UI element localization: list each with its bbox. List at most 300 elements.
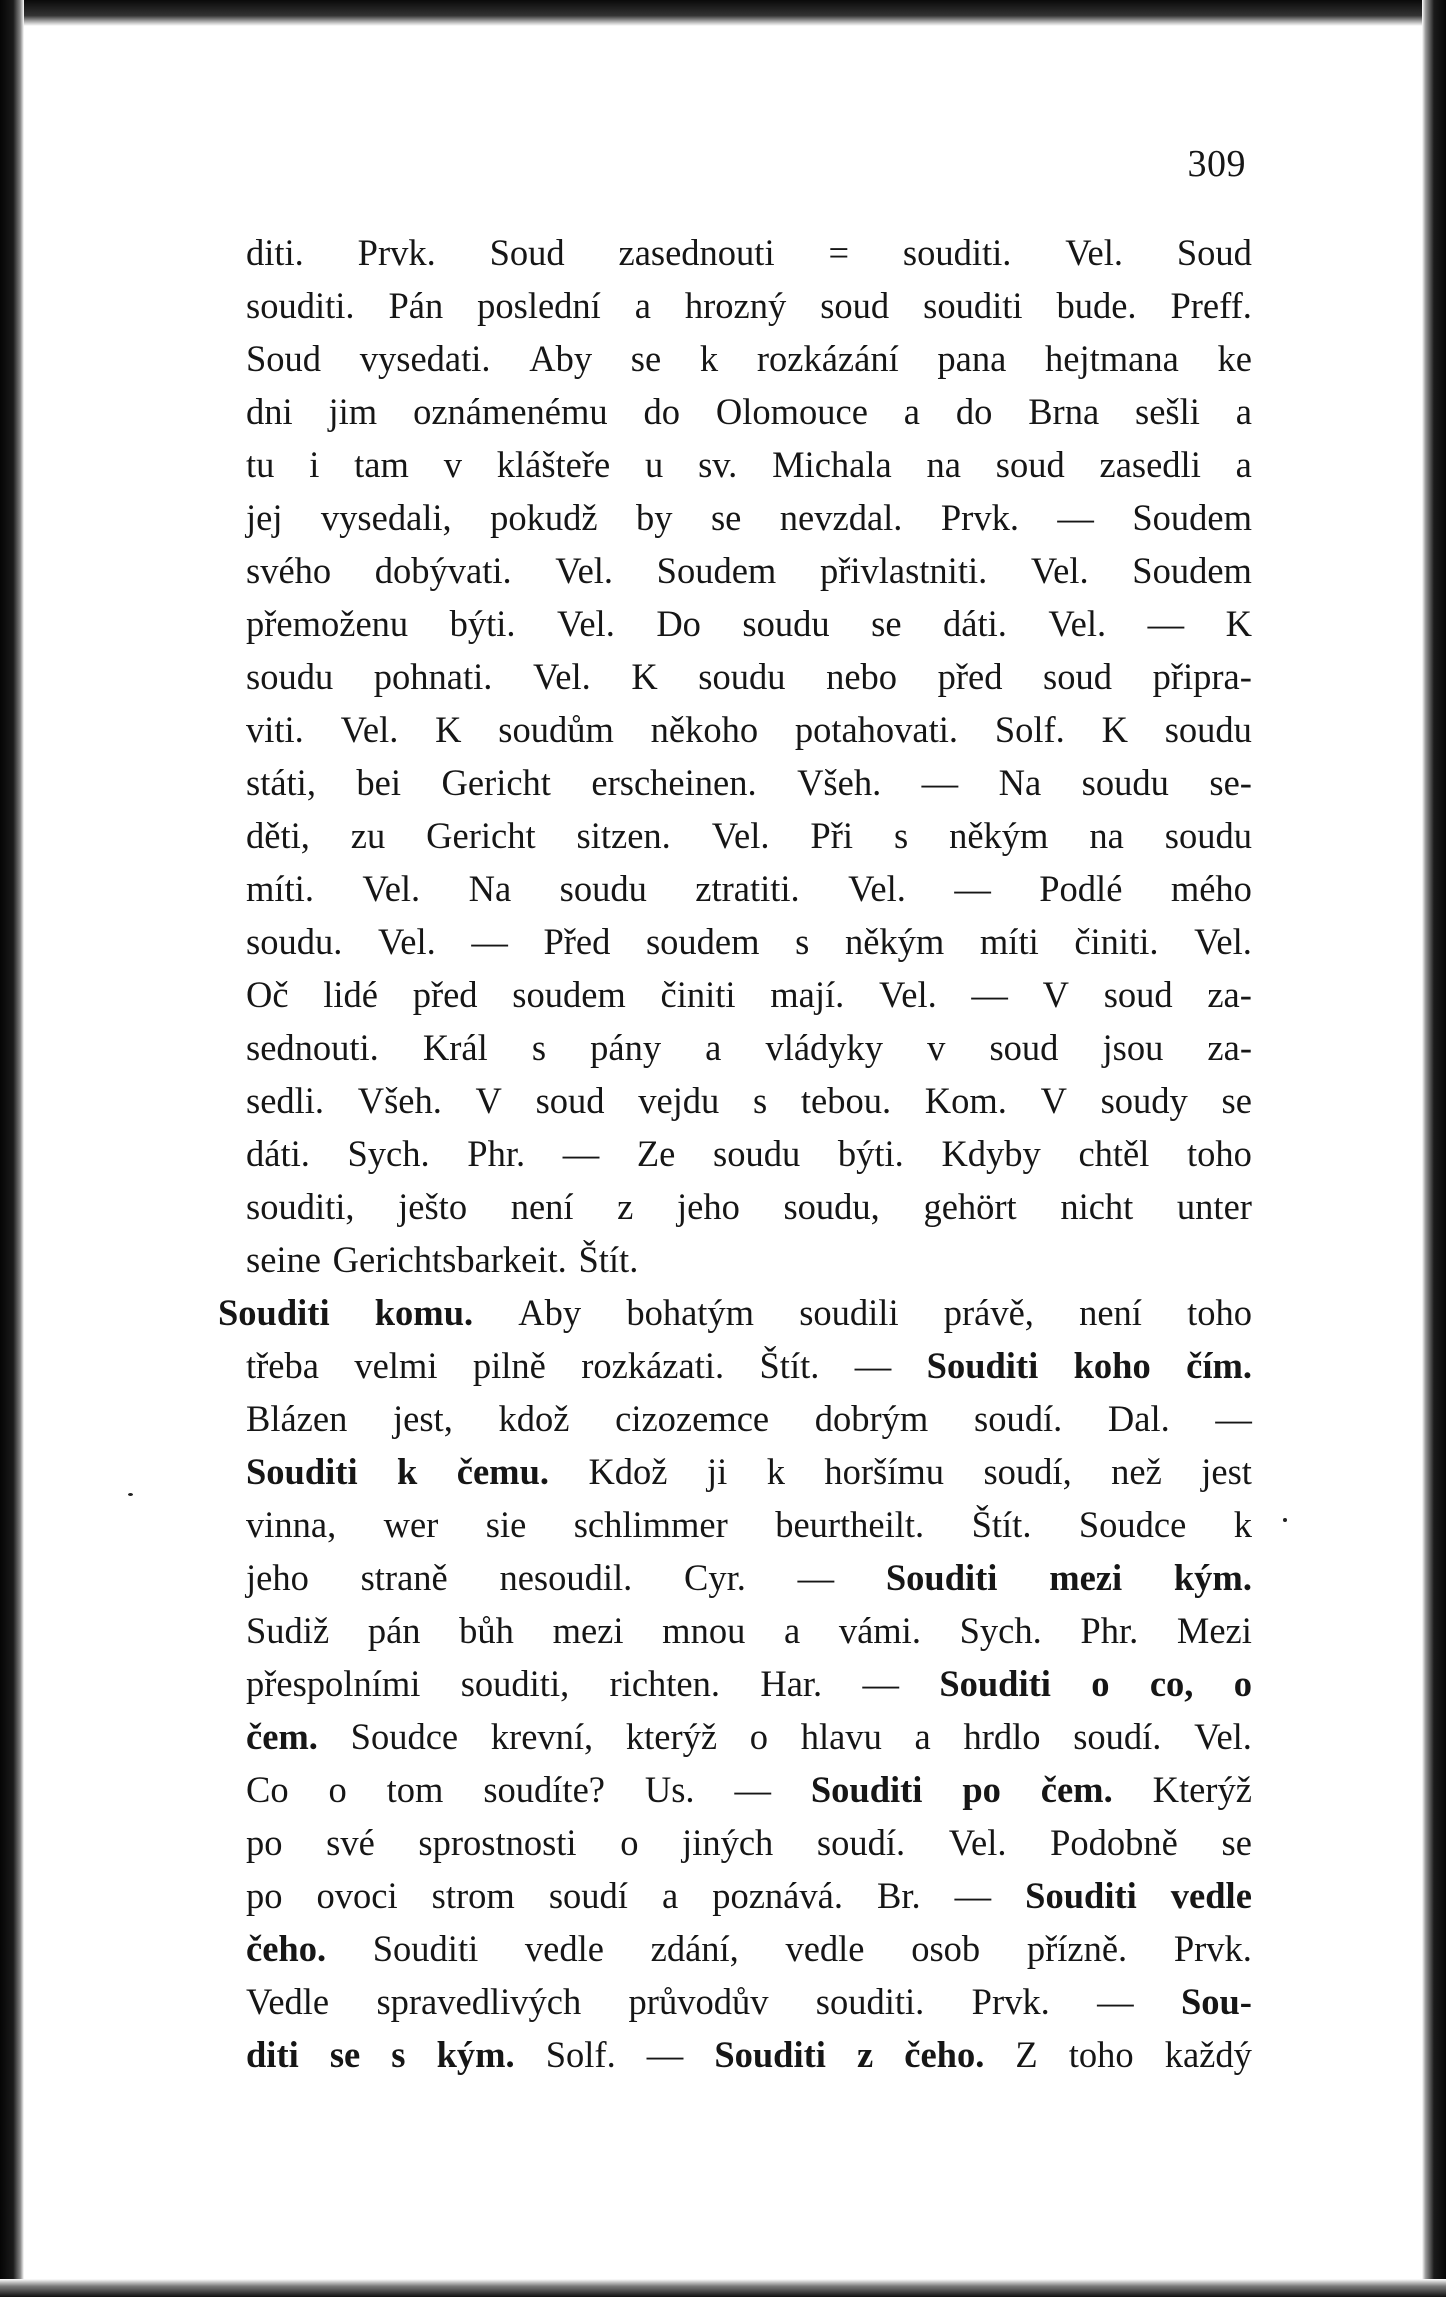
word: a	[903, 391, 920, 432]
word: soudu,	[783, 1186, 880, 1227]
word: soudem	[645, 921, 760, 962]
text-line	[246, 438, 1252, 491]
headword: Souditi	[939, 1663, 1051, 1704]
word: jsou	[1102, 1027, 1164, 1068]
word: Pán	[388, 285, 444, 326]
word: než	[1111, 1451, 1162, 1492]
headword: Souditi	[246, 1451, 358, 1492]
word: ovoci	[316, 1875, 398, 1916]
word: na	[1089, 815, 1124, 856]
headword: k	[397, 1451, 418, 1492]
word: —	[734, 1769, 771, 1810]
word: straně	[360, 1557, 448, 1598]
word: —	[646, 2034, 684, 2075]
word: soudí.	[974, 1398, 1063, 1439]
word: státi,	[246, 762, 316, 803]
word: V	[1040, 1080, 1067, 1121]
word: připra-	[1152, 656, 1252, 697]
word: Všeh.	[797, 762, 882, 803]
word: sešli	[1135, 391, 1200, 432]
word: i	[309, 444, 320, 485]
word: Sudiž	[246, 1610, 330, 1651]
word: Oč	[246, 974, 289, 1015]
word: s	[752, 1080, 768, 1121]
word: Vel.	[532, 656, 591, 697]
headword: kým.	[436, 2034, 515, 2075]
word: hrozný	[684, 285, 787, 326]
word: Štít.	[971, 1504, 1032, 1545]
word: —	[1057, 497, 1094, 538]
word: Soudem	[1132, 497, 1252, 538]
word: a	[1235, 391, 1252, 432]
word: třeba	[246, 1345, 319, 1386]
word: sprostnosti	[418, 1822, 577, 1863]
word: Soud	[1176, 232, 1252, 273]
headword: Sou-	[1180, 1981, 1252, 2022]
word: Vel.	[555, 550, 614, 591]
word: dni	[246, 391, 293, 432]
word: se	[871, 603, 902, 644]
word: a	[661, 1875, 679, 1916]
word: s	[893, 815, 909, 856]
word: vinna,	[246, 1504, 337, 1545]
word: oznámenému	[413, 391, 608, 432]
headword: diti	[246, 2034, 299, 2075]
word: nesoudil.	[499, 1557, 633, 1598]
word: Prvk.	[971, 1981, 1050, 2022]
word: Vedle	[246, 1981, 330, 2022]
headword: koho	[1073, 1345, 1151, 1386]
word: Na	[998, 762, 1042, 803]
word: Vel.	[557, 603, 615, 644]
word: Aby	[529, 338, 593, 379]
word: Ze	[636, 1133, 676, 1174]
word: někoho	[650, 709, 759, 750]
word: hlavu	[800, 1716, 882, 1757]
word: nebo	[826, 656, 898, 697]
word: o	[620, 1822, 639, 1863]
headword: o	[1233, 1663, 1252, 1704]
word: jej	[246, 497, 283, 538]
headword: kým.	[1173, 1557, 1252, 1598]
body-text	[218, 226, 1252, 2081]
word: Všeh.	[357, 1080, 442, 1121]
scan-edge-top	[0, 0, 1446, 26]
word: vejdu	[638, 1080, 720, 1121]
word: ke	[1217, 338, 1252, 379]
word: hejtmana	[1045, 338, 1179, 379]
word: a	[914, 1716, 931, 1757]
word: Soudce	[350, 1716, 459, 1757]
word: —	[971, 974, 1008, 1015]
word: soud	[995, 444, 1065, 485]
word: Gerichtsbarkeit.	[332, 1239, 567, 1280]
word: richten.	[609, 1663, 721, 1704]
word: Při	[810, 815, 854, 856]
headword: mezi	[1049, 1557, 1123, 1598]
text-line	[246, 279, 1252, 332]
word: wer	[383, 1504, 439, 1545]
word: soudí,	[983, 1451, 1072, 1492]
word: Olomouce	[715, 391, 868, 432]
text-line	[246, 1180, 1252, 1233]
word: tam	[354, 444, 409, 485]
word: erscheinen.	[591, 762, 757, 803]
scan-edge-bottom	[0, 2279, 1446, 2297]
word: soudu	[698, 656, 786, 697]
word: mnou	[662, 1610, 746, 1651]
word: a	[634, 285, 651, 326]
text-line	[246, 968, 1252, 1021]
word: Cyr.	[684, 1557, 746, 1598]
word: —	[954, 1875, 992, 1916]
word: V	[475, 1080, 502, 1121]
headword: čím.	[1186, 1345, 1252, 1386]
word: po	[246, 1875, 283, 1916]
word: Prvk.	[357, 232, 436, 273]
word: —	[921, 762, 959, 803]
word: Vel.	[878, 974, 937, 1015]
text-line	[246, 544, 1252, 597]
word: bei	[356, 762, 402, 803]
word: Vel.	[362, 868, 421, 909]
text-line	[246, 1445, 1252, 1498]
word: ji	[706, 1451, 728, 1492]
word: chtěl	[1078, 1133, 1150, 1174]
word: Preff.	[1170, 285, 1252, 326]
word: někým	[844, 921, 945, 962]
word: dáti.	[246, 1133, 310, 1174]
text-line	[246, 1869, 1252, 1922]
text-line	[246, 491, 1252, 544]
text-line	[246, 1074, 1252, 1127]
text-line	[246, 1551, 1252, 1604]
word: a	[705, 1027, 722, 1068]
text-line	[246, 650, 1252, 703]
word: Na	[468, 868, 512, 909]
word: K	[435, 709, 462, 750]
word: klášteře	[496, 444, 611, 485]
word: velmi	[354, 1345, 438, 1386]
word: sednouti.	[246, 1027, 379, 1068]
word: bohatým	[626, 1292, 755, 1333]
headword: čem.	[246, 1716, 318, 1757]
word: soudu	[1164, 815, 1252, 856]
word: spravedlivých	[376, 1981, 582, 2022]
word: Soud	[246, 338, 322, 379]
word: Soudem	[1132, 550, 1252, 591]
word: vedle	[785, 1928, 865, 1969]
word: míti.	[246, 868, 314, 909]
headword: Souditi	[926, 1345, 1039, 1386]
text-line	[246, 1816, 1252, 1869]
word: Souditi	[372, 1928, 479, 1969]
word: před	[937, 656, 1003, 697]
word: Vel.	[711, 815, 770, 856]
word: k	[766, 1451, 785, 1492]
word: Br.	[876, 1875, 921, 1916]
word: v	[443, 444, 462, 485]
word: Mezi	[1176, 1610, 1252, 1651]
word: nicht	[1060, 1186, 1134, 1227]
word: vedle	[524, 1928, 604, 1969]
word: Vel.	[1030, 550, 1089, 591]
text-line	[246, 1392, 1252, 1445]
word: toho	[1187, 1292, 1252, 1333]
word: soudu	[1081, 762, 1169, 803]
word: pokudž	[490, 497, 598, 538]
word: Štít.	[578, 1239, 639, 1280]
word: jeho	[246, 1557, 309, 1598]
word: soud	[535, 1080, 605, 1121]
word: Aby	[518, 1292, 582, 1333]
word: vámi.	[838, 1610, 921, 1651]
text-line	[246, 1233, 1252, 1286]
word: k	[699, 338, 719, 379]
word: o	[328, 1769, 347, 1810]
text-line	[246, 915, 1252, 968]
text-line	[246, 703, 1252, 756]
word: dobrým	[814, 1398, 929, 1439]
word: se	[1221, 1822, 1252, 1863]
word: jeho	[677, 1186, 740, 1227]
word: —	[854, 1345, 892, 1386]
headword: Souditi	[885, 1557, 998, 1598]
word: sv.	[698, 444, 738, 485]
word: bude.	[1056, 285, 1137, 326]
word: svého	[246, 550, 332, 591]
text-line	[246, 756, 1252, 809]
word: Do	[656, 603, 701, 644]
word: pilně	[472, 1345, 546, 1386]
word: zu	[350, 815, 386, 856]
word: soudům	[498, 709, 614, 750]
word: Co	[246, 1769, 289, 1810]
word: K	[1225, 603, 1252, 644]
word: Král	[422, 1027, 488, 1068]
word: vysedali,	[320, 497, 452, 538]
scan-edge-left	[0, 0, 24, 2297]
word: Sych.	[959, 1610, 1042, 1651]
word: Soud	[489, 232, 565, 273]
text-line	[246, 1657, 1252, 1710]
word: soud	[1103, 974, 1173, 1015]
word: soudíte?	[483, 1769, 605, 1810]
word: Brna	[1028, 391, 1100, 432]
word: —	[1147, 603, 1185, 644]
word: souditi	[923, 285, 1023, 326]
word: jiných	[682, 1822, 774, 1863]
text-line	[246, 332, 1252, 385]
headword: z	[856, 2034, 874, 2075]
word: a	[1235, 444, 1252, 485]
word: soudí	[548, 1875, 628, 1916]
word: =	[828, 232, 850, 273]
word: soud	[989, 1027, 1059, 1068]
word: Michala	[772, 444, 892, 485]
word: Vel.	[377, 921, 436, 962]
word: Podobně	[1050, 1822, 1178, 1863]
headword: komu.	[374, 1292, 474, 1333]
word: z	[617, 1186, 634, 1227]
word: souditi.	[246, 285, 355, 326]
word: soudu	[246, 656, 334, 697]
word: soud	[820, 285, 890, 326]
text-line	[246, 1922, 1252, 1975]
word: do	[955, 391, 993, 432]
text-line	[246, 2028, 1252, 2081]
word: na	[926, 444, 961, 485]
word: lidé	[323, 974, 378, 1015]
word: nevzdal.	[779, 497, 903, 538]
word: Soudem	[656, 550, 777, 591]
word: zasedli	[1099, 444, 1201, 485]
headword: vedle	[1170, 1875, 1252, 1916]
word: K	[1101, 709, 1128, 750]
word: se-	[1209, 762, 1252, 803]
word: pány	[590, 1027, 662, 1068]
word: Vel.	[848, 868, 906, 909]
word: míti	[979, 921, 1039, 962]
word: V	[1042, 974, 1069, 1015]
word: sie	[485, 1504, 527, 1545]
word: přivlastniti.	[819, 550, 988, 591]
word: se	[1221, 1080, 1252, 1121]
headword: Souditi	[810, 1769, 923, 1810]
word: kterýž	[625, 1716, 718, 1757]
word: Vel.	[1194, 921, 1252, 962]
word: Solf.	[545, 2034, 616, 2075]
word: gehört	[923, 1186, 1017, 1227]
word: o	[749, 1716, 769, 1757]
word: Solf.	[994, 709, 1065, 750]
word: po	[246, 1822, 283, 1863]
word: krevní,	[490, 1716, 594, 1757]
headword: čeho.	[904, 2034, 985, 2075]
word: sedli.	[246, 1080, 325, 1121]
word: tebou.	[800, 1080, 892, 1121]
word: dobývati.	[374, 550, 512, 591]
text-line	[246, 1498, 1252, 1551]
scan-speck	[128, 1493, 133, 1496]
word: soudu.	[246, 921, 343, 962]
headword: Souditi	[218, 1292, 330, 1333]
word: Soudce	[1078, 1504, 1187, 1545]
word: Gericht	[441, 762, 551, 803]
text-line	[246, 597, 1252, 650]
text-line	[246, 1021, 1252, 1074]
text-line	[246, 1339, 1252, 1392]
word: před	[412, 974, 478, 1015]
word: přespolními	[246, 1663, 421, 1704]
word: Har.	[760, 1663, 823, 1704]
word: poznává.	[712, 1875, 843, 1916]
word: Štít.	[759, 1345, 820, 1386]
word: —	[562, 1133, 600, 1174]
word: není	[1079, 1292, 1142, 1333]
word: Prvk.	[1173, 1928, 1252, 1969]
word: cizozemce	[615, 1398, 770, 1439]
word: soudí.	[1073, 1716, 1162, 1757]
word: jest,	[393, 1398, 453, 1439]
word: průvodův	[628, 1981, 769, 2022]
headword: se	[329, 2034, 361, 2075]
word: pana	[937, 338, 1007, 379]
word: —	[1097, 1981, 1134, 2022]
word: soudu	[559, 868, 647, 909]
text-line	[246, 1975, 1252, 2028]
word: své	[326, 1822, 375, 1863]
word: Vel.	[340, 709, 399, 750]
word: pohnati.	[373, 656, 493, 697]
word: Us.	[644, 1769, 695, 1810]
word: —	[797, 1557, 835, 1598]
word: rozkázání	[756, 338, 899, 379]
word: ješto	[398, 1186, 468, 1227]
word: beurtheilt.	[775, 1504, 925, 1545]
word: —	[862, 1663, 899, 1704]
word: zasednouti	[618, 232, 775, 273]
word: tu	[246, 444, 275, 485]
word: dáti.	[943, 603, 1007, 644]
word: Vel.	[1048, 603, 1107, 644]
word: K	[631, 656, 658, 697]
word: —	[954, 868, 991, 909]
text-line	[246, 1763, 1252, 1816]
text-line	[246, 226, 1252, 279]
word: souditi.	[815, 1981, 925, 2022]
word: soudu	[713, 1133, 801, 1174]
text-line	[218, 1286, 1252, 1339]
word: by	[636, 497, 673, 538]
word: Vel.	[948, 1822, 1007, 1863]
word: Gericht	[426, 815, 536, 856]
word: jim	[328, 391, 378, 432]
word: potahovati.	[794, 709, 959, 750]
word: Před	[543, 921, 611, 962]
word: Kdož	[588, 1451, 668, 1492]
word: mají.	[770, 974, 845, 1015]
headword: čem.	[1040, 1769, 1113, 1810]
headword: s	[391, 2034, 406, 2075]
word: horšímu	[824, 1451, 945, 1492]
word: u	[645, 444, 664, 485]
word: seine	[246, 1239, 321, 1280]
word: Z	[1015, 2034, 1038, 2075]
word: děti,	[246, 815, 310, 856]
headword: o	[1091, 1663, 1110, 1704]
word: s	[795, 921, 810, 962]
word: Vel.	[1065, 232, 1124, 273]
word: strom	[431, 1875, 515, 1916]
word: unter	[1176, 1186, 1252, 1227]
text-line	[246, 1604, 1252, 1657]
headword: Souditi	[714, 2034, 826, 2075]
word: Phr.	[1080, 1610, 1139, 1651]
text-line	[246, 385, 1252, 438]
word: činiti	[660, 974, 736, 1015]
word: s	[531, 1027, 547, 1068]
word: diti.	[246, 232, 304, 273]
word: tom	[386, 1769, 444, 1810]
headword: Souditi	[1025, 1875, 1137, 1916]
word: přemoženu	[246, 603, 409, 644]
word: ztratiti.	[695, 868, 800, 909]
word: toho	[1068, 2034, 1134, 2075]
word: pán	[367, 1610, 421, 1651]
word: býti.	[449, 603, 516, 644]
word: právě,	[943, 1292, 1034, 1333]
